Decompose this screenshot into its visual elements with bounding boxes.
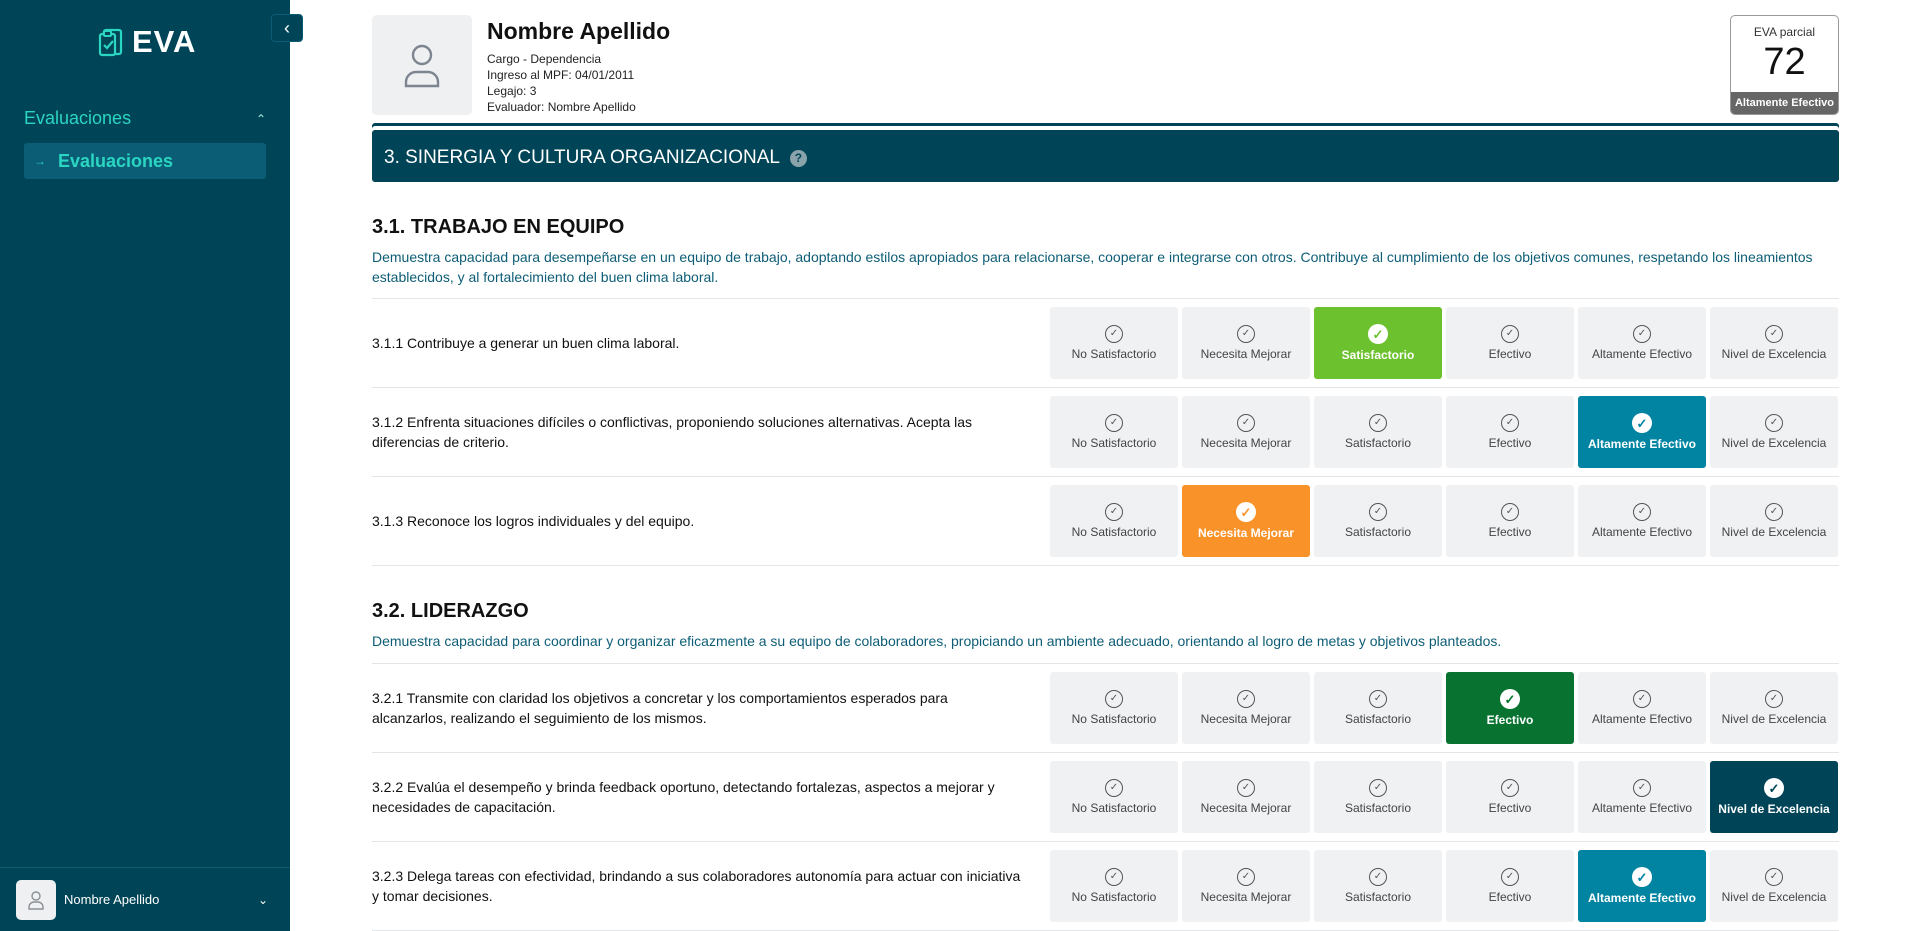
rating-option-label: Necesita Mejorar bbox=[1200, 801, 1292, 815]
rating-option-label: Efectivo bbox=[1488, 525, 1532, 539]
rating-option-efectivo[interactable] bbox=[1446, 396, 1574, 468]
rating-option-no-satisfactorio[interactable] bbox=[1050, 850, 1178, 922]
rating-option-nivel-de-excelencia[interactable] bbox=[1710, 396, 1838, 468]
rating-option-altamente-efectivo[interactable] bbox=[1578, 307, 1706, 379]
item-row bbox=[372, 298, 1839, 387]
rating-option-label: Nivel de Excelencia bbox=[1721, 436, 1827, 450]
sidebar bbox=[0, 0, 290, 931]
rating-option-label: Necesita Mejorar bbox=[1200, 347, 1292, 361]
rating-option-satisfactorio[interactable] bbox=[1314, 672, 1442, 744]
rating-options bbox=[1050, 672, 1838, 744]
check-circle-icon: ✓ bbox=[1500, 689, 1520, 709]
check-circle-icon: ✓ bbox=[1105, 414, 1123, 432]
eva-score-card bbox=[1730, 15, 1839, 115]
profile-info bbox=[487, 18, 670, 115]
item-text: 3.1.3 Reconoce los logros individuales y del equipo. bbox=[372, 513, 695, 529]
rating-option-label: Altamente Efectivo bbox=[1591, 801, 1693, 815]
rating-option-necesita-mejorar[interactable] bbox=[1182, 307, 1310, 379]
rating-option-label: Efectivo bbox=[1488, 436, 1532, 450]
arrow-right-icon: → bbox=[34, 154, 46, 168]
score-value: 72 bbox=[1763, 41, 1806, 83]
profile-photo bbox=[372, 15, 472, 115]
check-circle-icon: ✓ bbox=[1633, 503, 1651, 521]
check-circle-icon: ✓ bbox=[1105, 503, 1123, 521]
check-circle-icon: ✓ bbox=[1765, 325, 1783, 343]
rating-option-label: Satisfactorio bbox=[1344, 525, 1412, 539]
rating-option-satisfactorio[interactable] bbox=[1314, 850, 1442, 922]
rating-option-necesita-mejorar[interactable] bbox=[1182, 761, 1310, 833]
subsection-description: Demuestra capacidad para coordinar y organizar eficazmente a su equipo de colaboradores, propiciando un ambiente adecuado, orientando al logro de metas y objetivos planteados. bbox=[372, 633, 1502, 649]
rating-option-label: Nivel de Excelencia bbox=[1721, 890, 1827, 904]
rating-option-label: Altamente Efectivo bbox=[1591, 525, 1693, 539]
check-circle-icon: ✓ bbox=[1632, 413, 1652, 433]
rating-option-label: No Satisfactorio bbox=[1071, 801, 1157, 815]
rating-option-satisfactorio[interactable] bbox=[1314, 761, 1442, 833]
rating-option-label: Altamente Efectivo bbox=[1587, 891, 1697, 905]
check-circle-icon: ✓ bbox=[1237, 414, 1255, 432]
profile-evaluador: Evaluador: Nombre Apellido bbox=[487, 100, 636, 114]
item-text: 3.1.2 Enfrenta situaciones difíciles o conflictivas, proponiendo soluciones alternativas. Acepta las diferencias de criterio. bbox=[372, 414, 973, 450]
rating-option-satisfactorio[interactable] bbox=[1314, 307, 1442, 379]
item-row bbox=[372, 841, 1839, 931]
check-circle-icon: ✓ bbox=[1237, 690, 1255, 708]
rating-option-no-satisfactorio[interactable] bbox=[1050, 761, 1178, 833]
rating-option-label: No Satisfactorio bbox=[1071, 890, 1157, 904]
rating-options bbox=[1050, 761, 1838, 833]
sidebar-item-evaluaciones[interactable] bbox=[24, 143, 266, 179]
check-circle-icon: ✓ bbox=[1633, 325, 1651, 343]
chevron-left-icon: ‹ bbox=[284, 17, 290, 38]
rating-option-satisfactorio[interactable] bbox=[1314, 485, 1442, 557]
user-icon bbox=[27, 890, 45, 910]
item-text: 3.2.3 Delega tareas con efectividad, brindando a sus colaboradores autonomía para actuar con iniciativa y tomar decisiones. bbox=[372, 868, 1021, 904]
rating-option-altamente-efectivo[interactable] bbox=[1578, 396, 1706, 468]
check-circle-icon: ✓ bbox=[1237, 868, 1255, 886]
item-text: 3.2.2 Evalúa el desempeño y brinda feedback oportuno, detectando fortalezas, aspectos a mejorar y necesidades de capacitación. bbox=[372, 779, 995, 815]
rating-option-label: No Satisfactorio bbox=[1071, 525, 1157, 539]
check-circle-icon: ✓ bbox=[1369, 779, 1387, 797]
check-circle-icon: ✓ bbox=[1105, 690, 1123, 708]
rating-option-no-satisfactorio[interactable] bbox=[1050, 396, 1178, 468]
rating-option-label: Satisfactorio bbox=[1344, 436, 1412, 450]
sidebar-collapse-button[interactable] bbox=[271, 14, 303, 42]
rating-option-no-satisfactorio[interactable] bbox=[1050, 307, 1178, 379]
check-circle-icon: ✓ bbox=[1765, 414, 1783, 432]
rating-option-label: Efectivo bbox=[1488, 801, 1532, 815]
rating-option-label: Necesita Mejorar bbox=[1200, 436, 1292, 450]
rating-options bbox=[1050, 396, 1838, 468]
user-icon bbox=[402, 42, 442, 88]
item-row bbox=[372, 752, 1839, 841]
check-circle-icon: ✓ bbox=[1632, 867, 1652, 887]
subsection-title: 3.1. TRABAJO EN EQUIPO bbox=[372, 216, 625, 238]
user-name: Nombre Apellido bbox=[64, 892, 160, 907]
score-label: EVA parcial bbox=[1753, 25, 1816, 39]
rating-option-efectivo[interactable] bbox=[1446, 672, 1574, 744]
check-circle-icon: ✓ bbox=[1501, 414, 1519, 432]
clipboard-check-icon bbox=[98, 27, 124, 57]
rating-option-label: Satisfactorio bbox=[1344, 712, 1412, 726]
item-row bbox=[372, 663, 1839, 752]
rating-option-label: Altamente Efectivo bbox=[1587, 437, 1697, 451]
rating-option-nivel-de-excelencia[interactable] bbox=[1710, 485, 1838, 557]
rating-option-nivel-de-excelencia[interactable] bbox=[1710, 761, 1838, 833]
rating-option-altamente-efectivo[interactable] bbox=[1578, 485, 1706, 557]
rating-options bbox=[1050, 850, 1838, 922]
item-text: 3.2.1 Transmite con claridad los objetivos a concretar y los comportamientos esperados para alcanzarlos, realizando el seguimiento de los mismos. bbox=[372, 690, 948, 726]
item-text: 3.1.1 Contribuye a generar un buen clima laboral. bbox=[372, 335, 680, 351]
nav-group-label: Evaluaciones bbox=[24, 108, 132, 128]
check-circle-icon: ✓ bbox=[1105, 868, 1123, 886]
rating-option-satisfactorio[interactable] bbox=[1314, 396, 1442, 468]
rating-options bbox=[1050, 485, 1838, 557]
sidebar-item-label: Evaluaciones bbox=[58, 150, 174, 171]
app-logo[interactable] bbox=[98, 24, 196, 60]
rating-option-efectivo[interactable] bbox=[1446, 307, 1574, 379]
rating-option-necesita-mejorar[interactable] bbox=[1182, 396, 1310, 468]
check-circle-icon: ✓ bbox=[1236, 502, 1256, 522]
check-circle-icon: ✓ bbox=[1633, 690, 1651, 708]
chevron-down-icon: ⌄ bbox=[257, 892, 268, 907]
rating-option-label: Efectivo bbox=[1488, 890, 1532, 904]
nav-group-evaluaciones[interactable] bbox=[24, 108, 266, 129]
rating-option-label: Nivel de Excelencia bbox=[1721, 525, 1827, 539]
check-circle-icon: ✓ bbox=[1633, 779, 1651, 797]
rating-option-label: Nivel de Excelencia bbox=[1721, 347, 1827, 361]
check-circle-icon: ✓ bbox=[1237, 779, 1255, 797]
check-circle-icon: ✓ bbox=[1369, 690, 1387, 708]
rating-option-label: Nivel de Excelencia bbox=[1718, 802, 1830, 816]
rating-option-altamente-efectivo[interactable] bbox=[1578, 761, 1706, 833]
subsection-liderazgo bbox=[372, 600, 1839, 651]
rating-option-nivel-de-excelencia[interactable] bbox=[1710, 850, 1838, 922]
check-circle-icon: ✓ bbox=[1765, 690, 1783, 708]
check-circle-icon: ✓ bbox=[1764, 778, 1784, 798]
app-name: EVA bbox=[132, 24, 197, 59]
subsection-description: Demuestra capacidad para desempeñarse en un equipo de trabajo, adoptando estilos apropiados para relacionarse, cooperar e integrarse con otros. Contribuye al cumplimiento de los objetivos comunes, respetando los lineamientos establecidos, y al fortalecimiento del buen clima laboral. bbox=[372, 249, 1813, 285]
rating-option-necesita-mejorar[interactable] bbox=[1182, 672, 1310, 744]
check-circle-icon: ✓ bbox=[1501, 503, 1519, 521]
item-row bbox=[372, 476, 1839, 566]
subsection-title: 3.2. LIDERAZGO bbox=[372, 600, 529, 622]
question-icon[interactable]: ? bbox=[790, 150, 807, 167]
rating-option-no-satisfactorio[interactable] bbox=[1050, 672, 1178, 744]
rating-option-label: Satisfactorio bbox=[1341, 348, 1415, 362]
rating-option-label: Necesita Mejorar bbox=[1200, 890, 1292, 904]
rating-option-efectivo[interactable] bbox=[1446, 761, 1574, 833]
check-circle-icon: ✓ bbox=[1765, 868, 1783, 886]
profile-ingreso: Ingreso al MPF: 04/01/2011 bbox=[487, 68, 635, 82]
rating-option-nivel-de-excelencia[interactable] bbox=[1710, 672, 1838, 744]
section-title: 3. SINERGIA Y CULTURA ORGANIZACIONAL bbox=[384, 147, 780, 168]
rating-option-label: Nivel de Excelencia bbox=[1721, 712, 1827, 726]
section-banner bbox=[372, 130, 1839, 182]
rating-option-label: Necesita Mejorar bbox=[1197, 526, 1295, 540]
rating-option-label: No Satisfactorio bbox=[1071, 712, 1157, 726]
rating-option-label: No Satisfactorio bbox=[1071, 347, 1157, 361]
avatar bbox=[16, 880, 56, 920]
score-level: Altamente Efectivo bbox=[1731, 92, 1838, 114]
profile-cargo: Cargo - Dependencia bbox=[487, 52, 602, 66]
item-row bbox=[372, 387, 1839, 476]
check-circle-icon: ✓ bbox=[1369, 503, 1387, 521]
check-circle-icon: ✓ bbox=[1501, 779, 1519, 797]
rating-option-label: Efectivo bbox=[1486, 713, 1534, 727]
rating-option-necesita-mejorar[interactable] bbox=[1182, 485, 1310, 557]
check-circle-icon: ✓ bbox=[1369, 868, 1387, 886]
rating-option-necesita-mejorar[interactable] bbox=[1182, 850, 1310, 922]
profile-legajo: Legajo: 3 bbox=[487, 84, 537, 98]
check-circle-icon: ✓ bbox=[1237, 325, 1255, 343]
rating-option-label: Satisfactorio bbox=[1344, 890, 1412, 904]
user-menu[interactable] bbox=[0, 867, 290, 931]
rating-option-nivel-de-excelencia[interactable] bbox=[1710, 307, 1838, 379]
rating-option-label: Altamente Efectivo bbox=[1591, 347, 1693, 361]
rating-option-efectivo[interactable] bbox=[1446, 485, 1574, 557]
profile-name: Nombre Apellido bbox=[487, 18, 671, 44]
rating-option-label: No Satisfactorio bbox=[1071, 436, 1157, 450]
rating-option-label: Necesita Mejorar bbox=[1200, 712, 1292, 726]
rating-option-altamente-efectivo[interactable] bbox=[1578, 850, 1706, 922]
rating-option-efectivo[interactable] bbox=[1446, 850, 1574, 922]
check-circle-icon: ✓ bbox=[1765, 503, 1783, 521]
rating-option-label: Altamente Efectivo bbox=[1591, 712, 1693, 726]
check-circle-icon: ✓ bbox=[1105, 325, 1123, 343]
rating-options bbox=[1050, 307, 1838, 379]
subsection-trabajo-en-equipo bbox=[372, 216, 1839, 287]
check-circle-icon: ✓ bbox=[1105, 779, 1123, 797]
check-circle-icon: ✓ bbox=[1501, 325, 1519, 343]
rating-option-no-satisfactorio[interactable] bbox=[1050, 485, 1178, 557]
rating-option-label: Satisfactorio bbox=[1344, 801, 1412, 815]
rating-option-label: Efectivo bbox=[1488, 347, 1532, 361]
check-circle-icon: ✓ bbox=[1368, 324, 1388, 344]
chevron-up-icon: ⌃ bbox=[255, 111, 266, 126]
check-circle-icon: ✓ bbox=[1369, 414, 1387, 432]
check-circle-icon: ✓ bbox=[1501, 868, 1519, 886]
rating-option-altamente-efectivo[interactable] bbox=[1578, 672, 1706, 744]
